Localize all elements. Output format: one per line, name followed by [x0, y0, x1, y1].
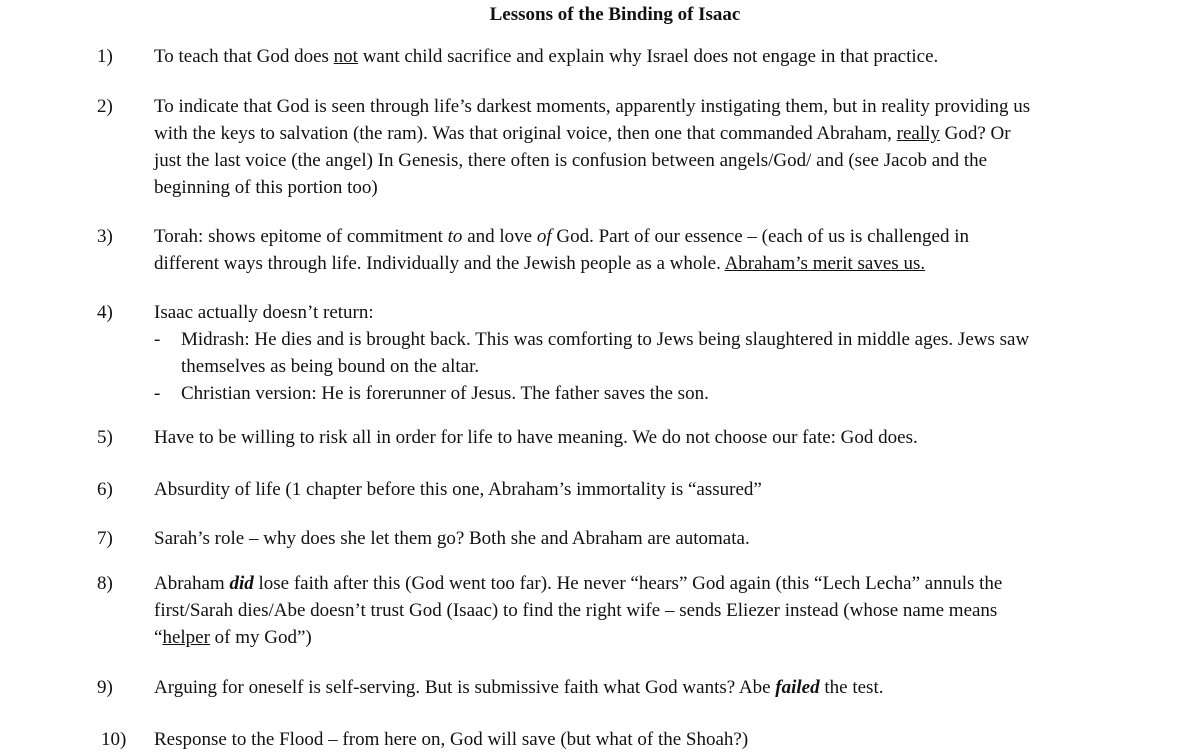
item-number: 7) [97, 528, 113, 549]
dash-bullet: - [154, 329, 161, 350]
emphasis-underline: not [333, 46, 358, 67]
item-text: To teach that God does not want child sacrifice and explain why Israel does not engage in that practice. [154, 46, 939, 67]
emphasis-underline: Abraham’s merit saves us. [724, 253, 926, 274]
item-number: 3) [97, 226, 113, 247]
item-text: Have to be willing to risk all in order for life to have meaning. We do not choose our fate: God does. [154, 427, 918, 448]
item-number: 10) [101, 729, 127, 750]
emphasis-underline: helper [162, 627, 210, 648]
item-number: 4) [97, 302, 113, 323]
item-text: Response to the Flood – from here on, God will save (but what of the Shoah?) [154, 729, 749, 750]
item-number: 8) [97, 573, 113, 594]
sub-bullet: - Christian version: He is forerunner of Jesus. The father saves the son. [154, 380, 1194, 407]
emphasis-bold-italic: did [229, 573, 254, 594]
item-number: 5) [97, 427, 113, 448]
sub-bullet: - Midrash: He dies and is brought back. This was comforting to Jews being slaughtered in middle ages. Jews saw [154, 326, 1194, 353]
dash-bullet: - [154, 383, 161, 404]
emphasis-underline: really [896, 123, 940, 144]
item-text: Torah: shows epitome of commitment to and love of God. Part of our essence – (each of us is challenged in different ways through life. Individually and the Jewish people as a whole. Abraham’s merit saves us. [154, 226, 969, 274]
item-text: To indicate that God is seen through life’s darkest moments, apparently instigating them, but in reality providing us with the keys to salvation (the ram). Was that original voice, then one that commanded Abraham, really God? Or just the last voice (the angel) In Genesis, there often is confusion between angels/God/ and (see Jacob and the beginning of this portion too) [154, 96, 1031, 198]
item-text: Isaac actually doesn’t return: - Midrash: He dies and is brought back. This was comforting to Jews being slaughtered in middle ages. Jews saw themselves as being bound on the altar. - Christian version: He is forerunner of Jesus. The father saves the son. [154, 299, 1194, 407]
item-text: Abraham did lose faith after this (God went too far). He never “hears” God again (this “Lech Lecha” annuls the first/Sarah dies/Abe doesn’t trust God (Isaac) to find the right wife – sends Eliezer instead (whose name means “helper of my God”) [154, 573, 1003, 648]
page-title: Lessons of the Binding of Isaac [489, 4, 741, 25]
item-number: 2) [97, 96, 113, 117]
item-text: Arguing for oneself is self-serving. But is submissive faith what God wants? Abe failed the test. [154, 677, 884, 698]
emphasis-italic: of [536, 226, 552, 247]
item-text: Absurdity of life (1 chapter before this one, Abraham’s immortality is “assured” [154, 479, 762, 500]
emphasis-italic: to [447, 226, 463, 247]
item-number: 1) [97, 46, 113, 67]
item-text: Sarah’s role – why does she let them go? Both she and Abraham are automata. [154, 528, 750, 549]
item-number: 9) [97, 677, 113, 698]
emphasis-bold-italic: failed [775, 677, 820, 698]
item-number: 6) [97, 479, 113, 500]
